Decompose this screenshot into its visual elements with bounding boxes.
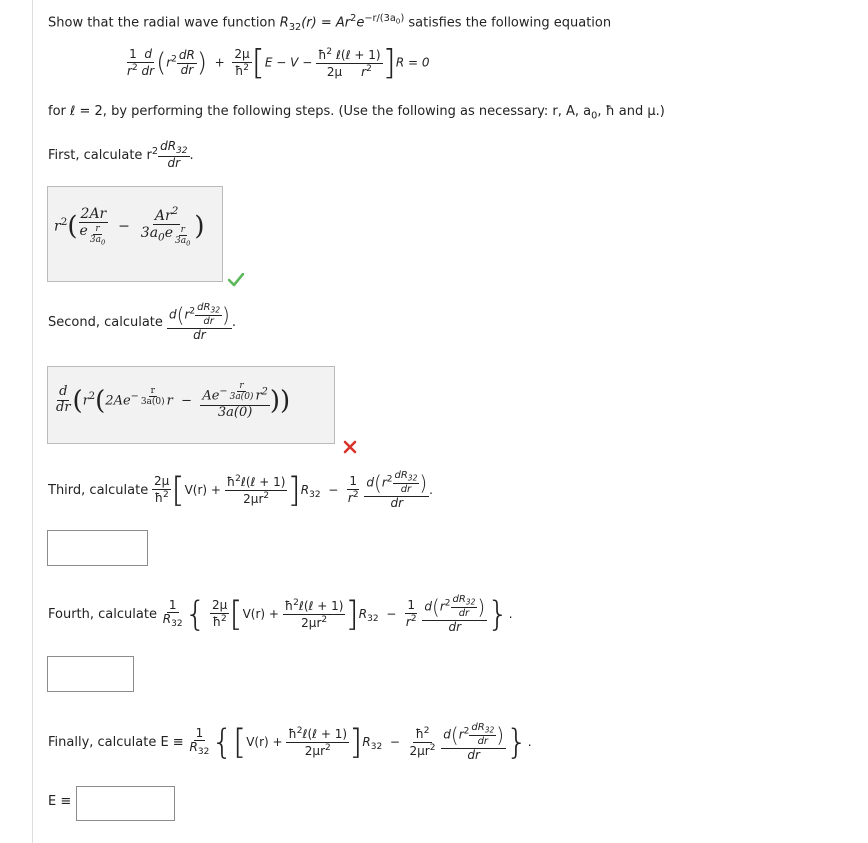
step3-answer-input[interactable] xyxy=(47,530,148,566)
step5-label: Finally, calculate E ≡ $\frac{1}{R_{32}}$ {[V(r) + $\frac{ħ^2\ell(\ell + 1)}{2\mu r^2}$ ]$R_{32}$ − $\frac{ħ^2}{2\mu r^2}$ $d(r^2$ $\frac{dR_{32}}{dr}$ ) dr }. xyxy=(48,722,532,763)
left-rule xyxy=(32,0,33,843)
step3-label: Third, calculate $\frac{2\mu}{ħ^2}$ [V(r) + $\frac{ħ^2\ell(\ell + 1)}{2\mu r^2}$ ]$R_{32}$ − $\frac{1}{r^2}$ $d(r^2$ $\frac{dR_{32}}{dr}$ ) dr . xyxy=(48,470,433,511)
step2-label: Second, calculate $d(r^2$ $\frac{dR_{32}}{dr}$ ) dr . xyxy=(48,302,236,342)
step1-answer-expression: $r^2$( 2Ar e $\frac{r}{3a_0}$ − Ar$^2$ $3a_0e$ $\frac{r}{3a_0}$ ) xyxy=(54,205,205,248)
step1-answer-box[interactable] xyxy=(47,186,223,282)
final-energy-input[interactable] xyxy=(76,786,175,821)
radial-equation: $\frac{1 d}{r^2 dr}$ ($r^2$ $\frac{dR}{dr}$ ) + $\frac{2\mu}{ħ^2}$ [E − V − $\frac{ħ^2 \ell(\ell + 1)}{2\mu r^2}$ ]R = 0 xyxy=(127,43,430,83)
step4-answer-input[interactable] xyxy=(47,656,134,692)
cross-icon xyxy=(343,440,357,454)
final-label: E ≡ xyxy=(48,794,72,809)
step4-label: Fourth, calculate $\frac{1}{R_{32}}$ { $\frac{2\mu}{ħ^2}$ [V(r) + $\frac{ħ^2\ell(\ell + 1)}{2\mu r^2}$ ]$R_{32}$ − $\frac{1}{r^2}$ $d(r^2$ $\frac{dR_{32}}{dr}$ ) dr }. xyxy=(48,594,513,635)
step1-label: First, calculate $r^2$ $\frac{dR_{32}}{dr}$ . xyxy=(48,139,194,171)
instructions-text: for ℓ = 2, by performing the following steps. (Use the following as necessary: r, A, $a_0$, ħ and μ.) xyxy=(48,104,665,122)
step2-answer-box[interactable] xyxy=(47,366,335,444)
step2-answer-expression: $\frac{d}{dr}$ ($r^2(2Ae^{- \frac{r}{3a(0)}}$ r − $Ae^{- \frac{r}{3a(0)}}$ $r^2$ 3a(0) )) xyxy=(56,381,291,420)
check-icon xyxy=(228,273,244,287)
intro-text: Show that the radial wave function $R_{32}(r) = Ar^2e^{-r/(3a_0)}$ satisfies the following equation xyxy=(48,13,612,33)
